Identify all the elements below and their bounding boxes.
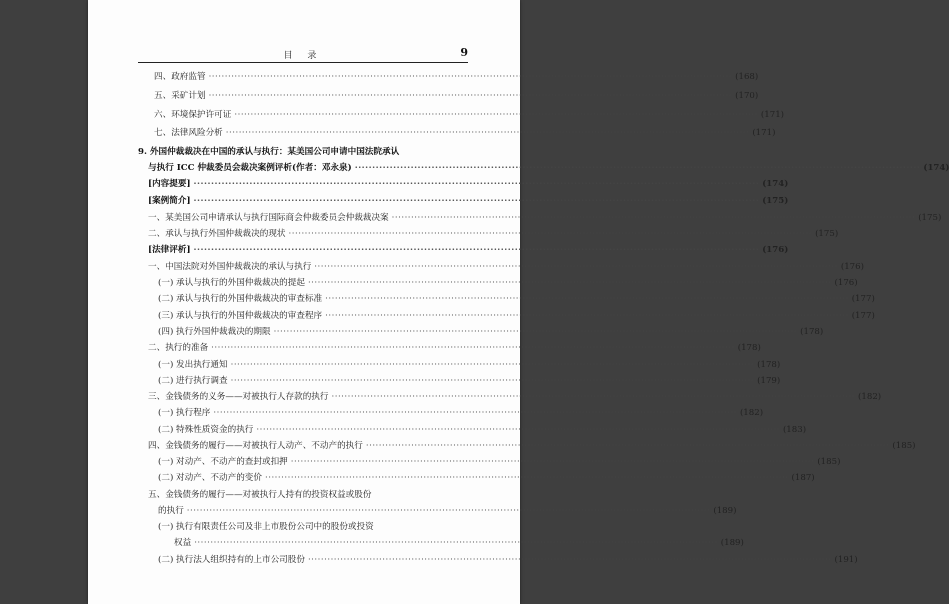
- toc-entry: 四、金钱债务的履行——对被执行人动产、不动产的执行 ····· (185): [138, 439, 468, 453]
- toc-subentry: (二) 承认与执行的外国仲裁裁决的审查标准 ····· (177): [138, 292, 468, 306]
- toc-entry: 六、环境保护许可证 ····· (171): [138, 108, 468, 122]
- toc-subentry-continued: 权益 ····· (189): [138, 536, 468, 550]
- toc-subentry: (一) 发出执行通知 ····· (178): [138, 358, 468, 372]
- toc-entry-continued: 的执行 ····· (189): [138, 504, 468, 518]
- toc-subentry: (四) 执行外国仲裁裁决的期限 ····· (178): [138, 325, 468, 339]
- toc-subentry: (二) 执行法人组织持有的上市公司股份 ····· (191): [138, 553, 468, 567]
- page-number: 9: [460, 46, 468, 59]
- toc-entry: 一、某美国公司申请承认与执行国际商会仲裁委员会仲裁裁决案 ····· (175): [138, 211, 468, 225]
- toc-subentry: (二) 对动产、不动产的变价 ····· (187): [138, 471, 468, 485]
- toc-entry: 四、政府监管 ····· (168): [138, 70, 468, 84]
- header-title: 目 录: [283, 51, 323, 61]
- toc-subentry: (三) 承认与执行的外国仲裁裁决的审查程序 ····· (177): [138, 309, 468, 323]
- document-page: [88, 0, 949, 604]
- toc-entry: 三、金钱债务的义务——对被执行人存款的执行 ····· (182): [138, 390, 468, 404]
- toc-section-entry: [内容提要] ····· (174): [138, 177, 468, 191]
- toc-subentry: (一) 承认与执行的外国仲裁裁决的提起 ····· (176): [138, 276, 468, 290]
- toc-section-entry: [案例简介] ····· (175): [138, 194, 468, 208]
- toc-subentry: (一) 对动产、不动产的查封或扣押 ····· (185): [138, 455, 468, 469]
- toc-subentry: (二) 进行执行调查 ····· (179): [138, 374, 468, 388]
- toc-entry: 五、金钱债务的履行——对被执行人持有的投资权益或股份: [148, 490, 372, 500]
- toc-entry: 一、中国法院对外国仲裁裁决的承认与执行 ····· (176): [138, 260, 468, 274]
- toc-subentry: (二) 特殊性质资金的执行 ····· (183): [138, 423, 468, 437]
- page-header: [138, 48, 468, 63]
- toc-entry: 二、承认与执行外国仲裁裁决的现状 ····· (175): [138, 227, 468, 241]
- toc-section-entry: [法律评析] ····· (176): [138, 243, 468, 257]
- toc-entry: 五、采矿计划 ····· (170): [138, 89, 468, 103]
- toc-entry: 七、法律风险分析 ····· (171): [138, 126, 468, 140]
- toc-subentry: (一) 执行有限责任公司及非上市股份公司中的股份或投资: [158, 522, 374, 532]
- toc-entry: 二、执行的准备 ····· (178): [138, 341, 468, 355]
- toc-subentry: (一) 执行程序 ····· (182): [138, 406, 468, 420]
- toc-chapter-entry: 9. 外国仲裁裁决在中国的承认与执行：某美国公司申请中国法院承认: [138, 147, 400, 157]
- toc-chapter-entry: 与执行 ICC 仲裁委员会裁决案例评析(作者：邓永泉) ····· (174): [138, 161, 468, 175]
